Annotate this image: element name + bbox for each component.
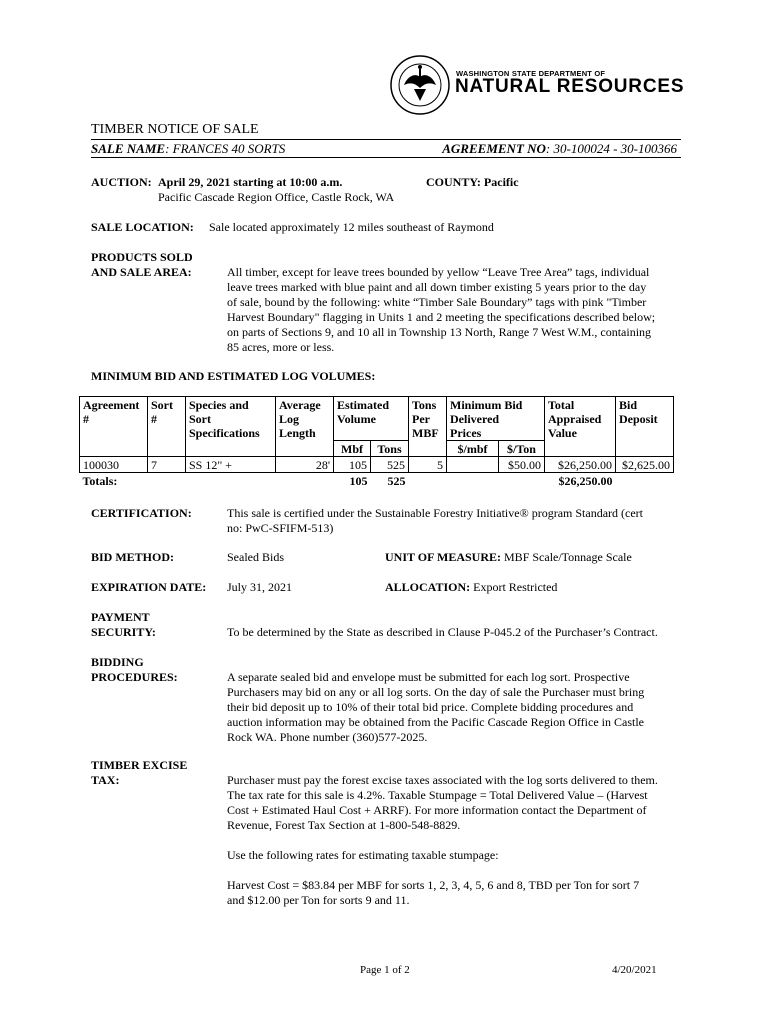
col-header-avg-log-length: Average Log Length	[276, 397, 334, 457]
col-header-agreement: Agreement #	[80, 397, 148, 457]
cell-per-mbf	[447, 457, 499, 473]
totals-appraised: $26,250.00	[558, 474, 613, 488]
col-header-bid-deposit: Bid Deposit	[616, 397, 674, 457]
harvest-line: and $12.00 per Ton for sorts 9 and 11.	[227, 893, 410, 907]
allocation-field	[385, 580, 557, 595]
agreement-number-line	[442, 141, 677, 157]
cell-sort: 7	[148, 457, 186, 473]
title-divider	[91, 139, 681, 140]
sale-name-label: SALE NAME	[91, 141, 166, 156]
auction-label: AUCTION:	[91, 175, 152, 189]
county-label: COUNTY:	[426, 175, 481, 189]
cell-avg-log: 28'	[276, 457, 334, 473]
col-header-per-ton: $/Ton	[499, 441, 545, 457]
products-line: of sale, bound by the following: white “Timber Sale Boundary” tags with pink "Timber	[227, 295, 647, 309]
cell-tons: 525	[371, 457, 409, 473]
products-line: All timber, except for leave trees bounded by yellow “Leave Tree Area” tags, individual	[227, 265, 650, 279]
products-line: on parts of Sections 9, and 10 all in Township 13 North, Range 7 West W.M., containing	[227, 325, 652, 339]
col-header-per-mbf: $/mbf	[447, 441, 499, 457]
products-label-line1: PRODUCTS SOLD	[91, 250, 193, 264]
expiration-value: July 31, 2021	[227, 580, 293, 594]
bidding-line: A separate sealed bid and envelope must be submitted for each log sort. Prospective	[227, 670, 630, 684]
bid-method-value: Sealed Bids	[227, 550, 284, 564]
certification-label: CERTIFICATION:	[91, 506, 192, 520]
col-header-total-appraised: Total Appraised Value	[545, 397, 616, 457]
rates-intro: Use the following rates for estimating taxable stumpage:	[227, 848, 499, 862]
excise-tax-text	[227, 773, 687, 833]
bid-method-label: BID METHOD:	[91, 550, 175, 564]
cell-tons-per-mbf: 5	[409, 457, 447, 473]
unit-of-measure-label: UNIT OF MEASURE:	[385, 550, 502, 564]
totals-label: Totals:	[82, 474, 118, 488]
footer-date: 4/20/2021	[612, 964, 657, 976]
bidding-procedures-label: BIDDING PROCEDURES:	[91, 655, 178, 684]
bidding-line: Purchasers may bid on any or all log sorts. On the day of sale the Purchaser must bring	[227, 685, 645, 699]
sale-location-label: SALE LOCATION:	[91, 220, 194, 234]
agreement-label: AGREEMENT NO	[442, 141, 546, 156]
bidding-line: Rock WA. Phone number (360)577-2025.	[227, 730, 428, 744]
county-value: Pacific	[483, 175, 519, 189]
col-header-mbf: Mbf	[334, 441, 371, 457]
harvest-line: Harvest Cost = $83.84 per MBF for sorts 1, 2, 3, 4, 5, 6 and 8, TBD per Ton for sort 7	[227, 878, 640, 892]
products-line: 85 acres, more or less.	[227, 340, 335, 354]
sale-name-value: : FRANCES 40 SORTS	[165, 141, 286, 156]
excise-line: The tax rate for this sale is 4.2%. Taxable Stumpage = Total Delivered Value – (Harvest	[227, 788, 648, 802]
auction-location: Pacific Cascade Region Office, Castle Rock, WA	[158, 190, 395, 204]
agreement-value: : 30-100024 - 30-100366	[545, 141, 677, 156]
document-title: TIMBER NOTICE OF SALE	[91, 122, 259, 137]
certification-value	[227, 506, 687, 536]
table-row	[80, 457, 674, 473]
header-divider	[91, 157, 681, 158]
allocation-value: Export Restricted	[473, 580, 558, 594]
auction-date: April 29, 2021 starting at 10:00 a.m.	[158, 175, 343, 189]
county-field	[426, 175, 519, 190]
logo-department-text: WASHINGTON STATE DEPARTMENT OF	[456, 69, 606, 78]
page-number: Page 1 of 2	[360, 964, 410, 976]
allocation-label: ALLOCATION:	[385, 580, 471, 594]
totals-tons: 525	[387, 474, 406, 488]
logo-name-text: NATURAL RESOURCES	[455, 76, 685, 97]
products-label	[91, 250, 193, 280]
payment-security-value: To be determined by the State as described in Clause P-045.2 of the Purchaser’s Contract.	[227, 625, 658, 639]
cell-agreement: 100030	[80, 457, 148, 473]
dnr-seal-logo	[390, 55, 450, 115]
excise-tax-label: TIMBER EXCISE TAX:	[91, 758, 188, 787]
unit-of-measure-value: MBF Scale/Tonnage Scale	[504, 550, 632, 564]
unit-of-measure-field	[385, 550, 632, 565]
table-totals-row	[80, 473, 674, 489]
cell-per-ton: $50.00	[499, 457, 545, 473]
min-bid-heading: MINIMUM BID AND ESTIMATED LOG VOLUMES:	[91, 369, 376, 383]
col-header-tons: Tons	[371, 441, 409, 457]
cell-bid-deposit: $2,625.00	[616, 457, 674, 473]
cell-species: SS 12" +	[186, 457, 276, 473]
certification-line: no: PwC-SFIFM-513)	[227, 521, 334, 535]
cell-mbf: 105	[334, 457, 371, 473]
excise-line: Revenue, Forest Tax Section at 1-800-548-8829.	[227, 818, 461, 832]
totals-mbf: 105	[349, 474, 368, 488]
col-header-sort: Sort #	[148, 397, 186, 457]
excise-line: Purchaser must pay the forest excise taxes associated with the log sorts delivered to them.	[227, 773, 658, 787]
products-line: Harvest Boundary" flagging in Units 1 and 2 meeting the specifications described below;	[227, 310, 656, 324]
excise-line: Cost + Estimated Haul Cost + ARRF). For more information contact the Department of	[227, 803, 647, 817]
cell-total-appraised: $26,250.00	[545, 457, 616, 473]
sale-name-line	[91, 141, 285, 157]
table-header-row	[80, 397, 674, 441]
payment-security-label: PAYMENT SECURITY:	[91, 610, 156, 639]
bidding-line: their bid deposit up to 10% of their total bid price. Complete bidding procedures and	[227, 700, 634, 714]
log-volumes-table	[79, 396, 674, 488]
certification-line: This sale is certified under the Sustainable Forestry Initiative® program Standard (cert	[227, 506, 643, 520]
bidding-line: auction information may be obtained from the Pacific Cascade Region Office in Castle	[227, 715, 644, 729]
col-header-tons-per-mbf: Tons Per MBF	[409, 397, 447, 457]
expiration-label: EXPIRATION DATE:	[91, 580, 207, 594]
products-description	[227, 265, 687, 355]
products-label-line2: AND SALE AREA:	[91, 265, 192, 279]
sale-location-value: Sale located approximately 12 miles southeast of Raymond	[209, 220, 494, 234]
products-line: leave trees marked with blue paint and all down timber existing 5 years prior to the day	[227, 280, 647, 294]
bidding-procedures-text	[227, 670, 687, 745]
col-header-min-bid: Minimum Bid Delivered Prices	[447, 397, 545, 441]
harvest-cost-text	[227, 878, 687, 908]
col-header-species: Species and Sort Specifications	[186, 397, 276, 457]
col-header-est-volume: Estimated Volume	[334, 397, 409, 441]
